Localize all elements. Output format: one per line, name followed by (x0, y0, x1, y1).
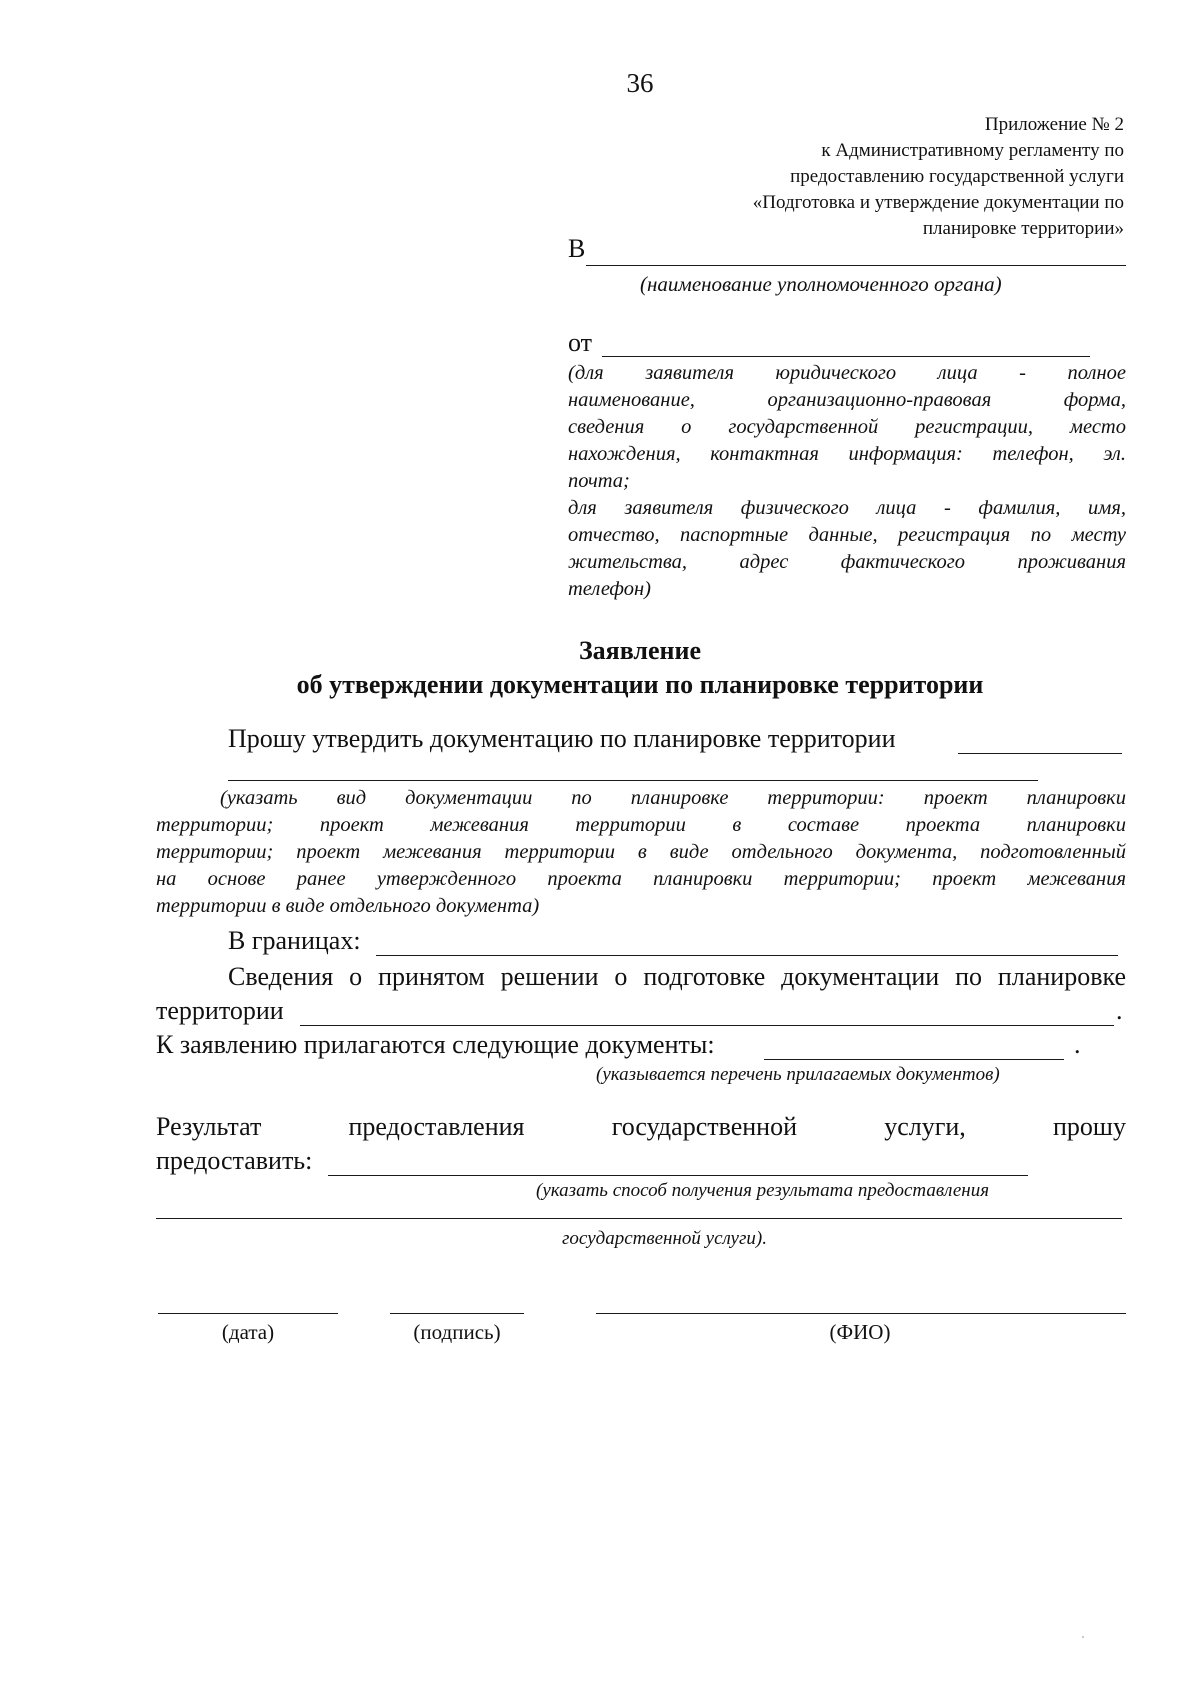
appendix-line: «Подготовка и утверждение документации по (752, 192, 1124, 213)
sender-hint-line: жительства, адрес фактического проживания (568, 551, 1126, 573)
sender-hint-line: нахождения, контактная информация: телефон, эл. (568, 443, 1126, 465)
result-field-line-2[interactable] (156, 1218, 1122, 1219)
result-line2: предоставить: (156, 1146, 313, 1175)
result-word: государственной (611, 1112, 798, 1141)
request-hint-line: (указать вид документации по планировке территории: проект планировки (220, 787, 1126, 809)
date-label: (дата) (221, 1320, 275, 1344)
name-field-line[interactable] (596, 1313, 1126, 1314)
recipient-hint: (наименование уполномоченного органа) (640, 272, 1002, 296)
result-word: прошу (1053, 1112, 1126, 1141)
boundaries-label: В границах: (228, 926, 361, 955)
request-hint-line: территории; проект межевания территории в составе проекта планировки (156, 814, 1126, 836)
request-field-line[interactable] (958, 753, 1122, 754)
signature-label: (подпись) (413, 1320, 501, 1344)
sender-hint-line: сведения о государственной регистрации, место (568, 416, 1126, 438)
appendix-line: предоставлению государственной услуги (790, 166, 1124, 187)
sender-hint-line: для заявителя физического лица - фамилия, имя, (568, 497, 1126, 519)
attachments-period: . (1074, 1030, 1081, 1059)
decision-line1: Сведения о принятом решении о подготовке документации по планировке (228, 962, 1126, 991)
attachments-field-line[interactable] (764, 1059, 1064, 1060)
sender-prefix: от (568, 328, 593, 357)
sender-hint-line: телефон) (568, 578, 651, 600)
attachments-label: К заявлению прилагаются следующие документы: (156, 1030, 715, 1059)
decision-line2: территории (156, 996, 284, 1025)
sender-hint-line: отчество, паспортные данные, регистрация по месту (568, 524, 1126, 546)
decision-period: . (1116, 996, 1123, 1025)
appendix-line: к Административному регламенту по (821, 140, 1124, 161)
sender-hint (568, 360, 1126, 603)
appendix-line: планировке территории» (922, 218, 1124, 239)
appendix-line: Приложение № 2 (984, 114, 1124, 135)
date-field-line[interactable] (158, 1313, 338, 1314)
result-field-line[interactable] (328, 1175, 1028, 1176)
page-number: 36 (626, 68, 654, 98)
document-subtitle: об утверждении документации по планировке территории (296, 670, 984, 699)
document-title: Заявление (578, 636, 702, 665)
request-field-line-2[interactable] (228, 780, 1038, 781)
recipient-prefix: В (568, 234, 586, 263)
attachments-hint: (указывается перечень прилагаемых документов) (596, 1064, 1000, 1085)
decision-field-line[interactable] (300, 1025, 1114, 1026)
request-hint-line: территории; проект межевания территории в виде отдельного документа, подготовленный (156, 841, 1126, 863)
result-word: Результат (156, 1112, 262, 1141)
boundaries-field-line[interactable] (376, 955, 1118, 956)
appendix-header (753, 112, 1124, 242)
result-word: предоставления (348, 1112, 525, 1141)
result-hint1: (указать способ получения результата предоставления (536, 1180, 990, 1201)
sender-hint-line: (для заявителя юридического лица - полное (568, 362, 1126, 384)
scan-speck (1082, 1636, 1084, 1638)
name-label: (ФИО) (829, 1320, 891, 1344)
request-hint (156, 785, 1126, 920)
recipient-field-line[interactable] (586, 265, 1126, 266)
sender-field-line[interactable] (602, 356, 1090, 357)
result-line1 (156, 1112, 1126, 1142)
signature-field-line[interactable] (390, 1313, 524, 1314)
result-word: услуги, (884, 1112, 966, 1141)
request-text: Прошу утвердить документацию по планировке территории (228, 724, 896, 753)
sender-hint-line: почта; (568, 470, 630, 492)
request-hint-line: на основе ранее утвержденного проекта планировки территории; проект межевания (156, 868, 1126, 890)
request-hint-line: территории в виде отдельного документа) (156, 895, 540, 917)
sender-hint-line: наименование, организационно-правовая форма, (568, 389, 1126, 411)
result-hint2: государственной услуги). (562, 1228, 767, 1249)
